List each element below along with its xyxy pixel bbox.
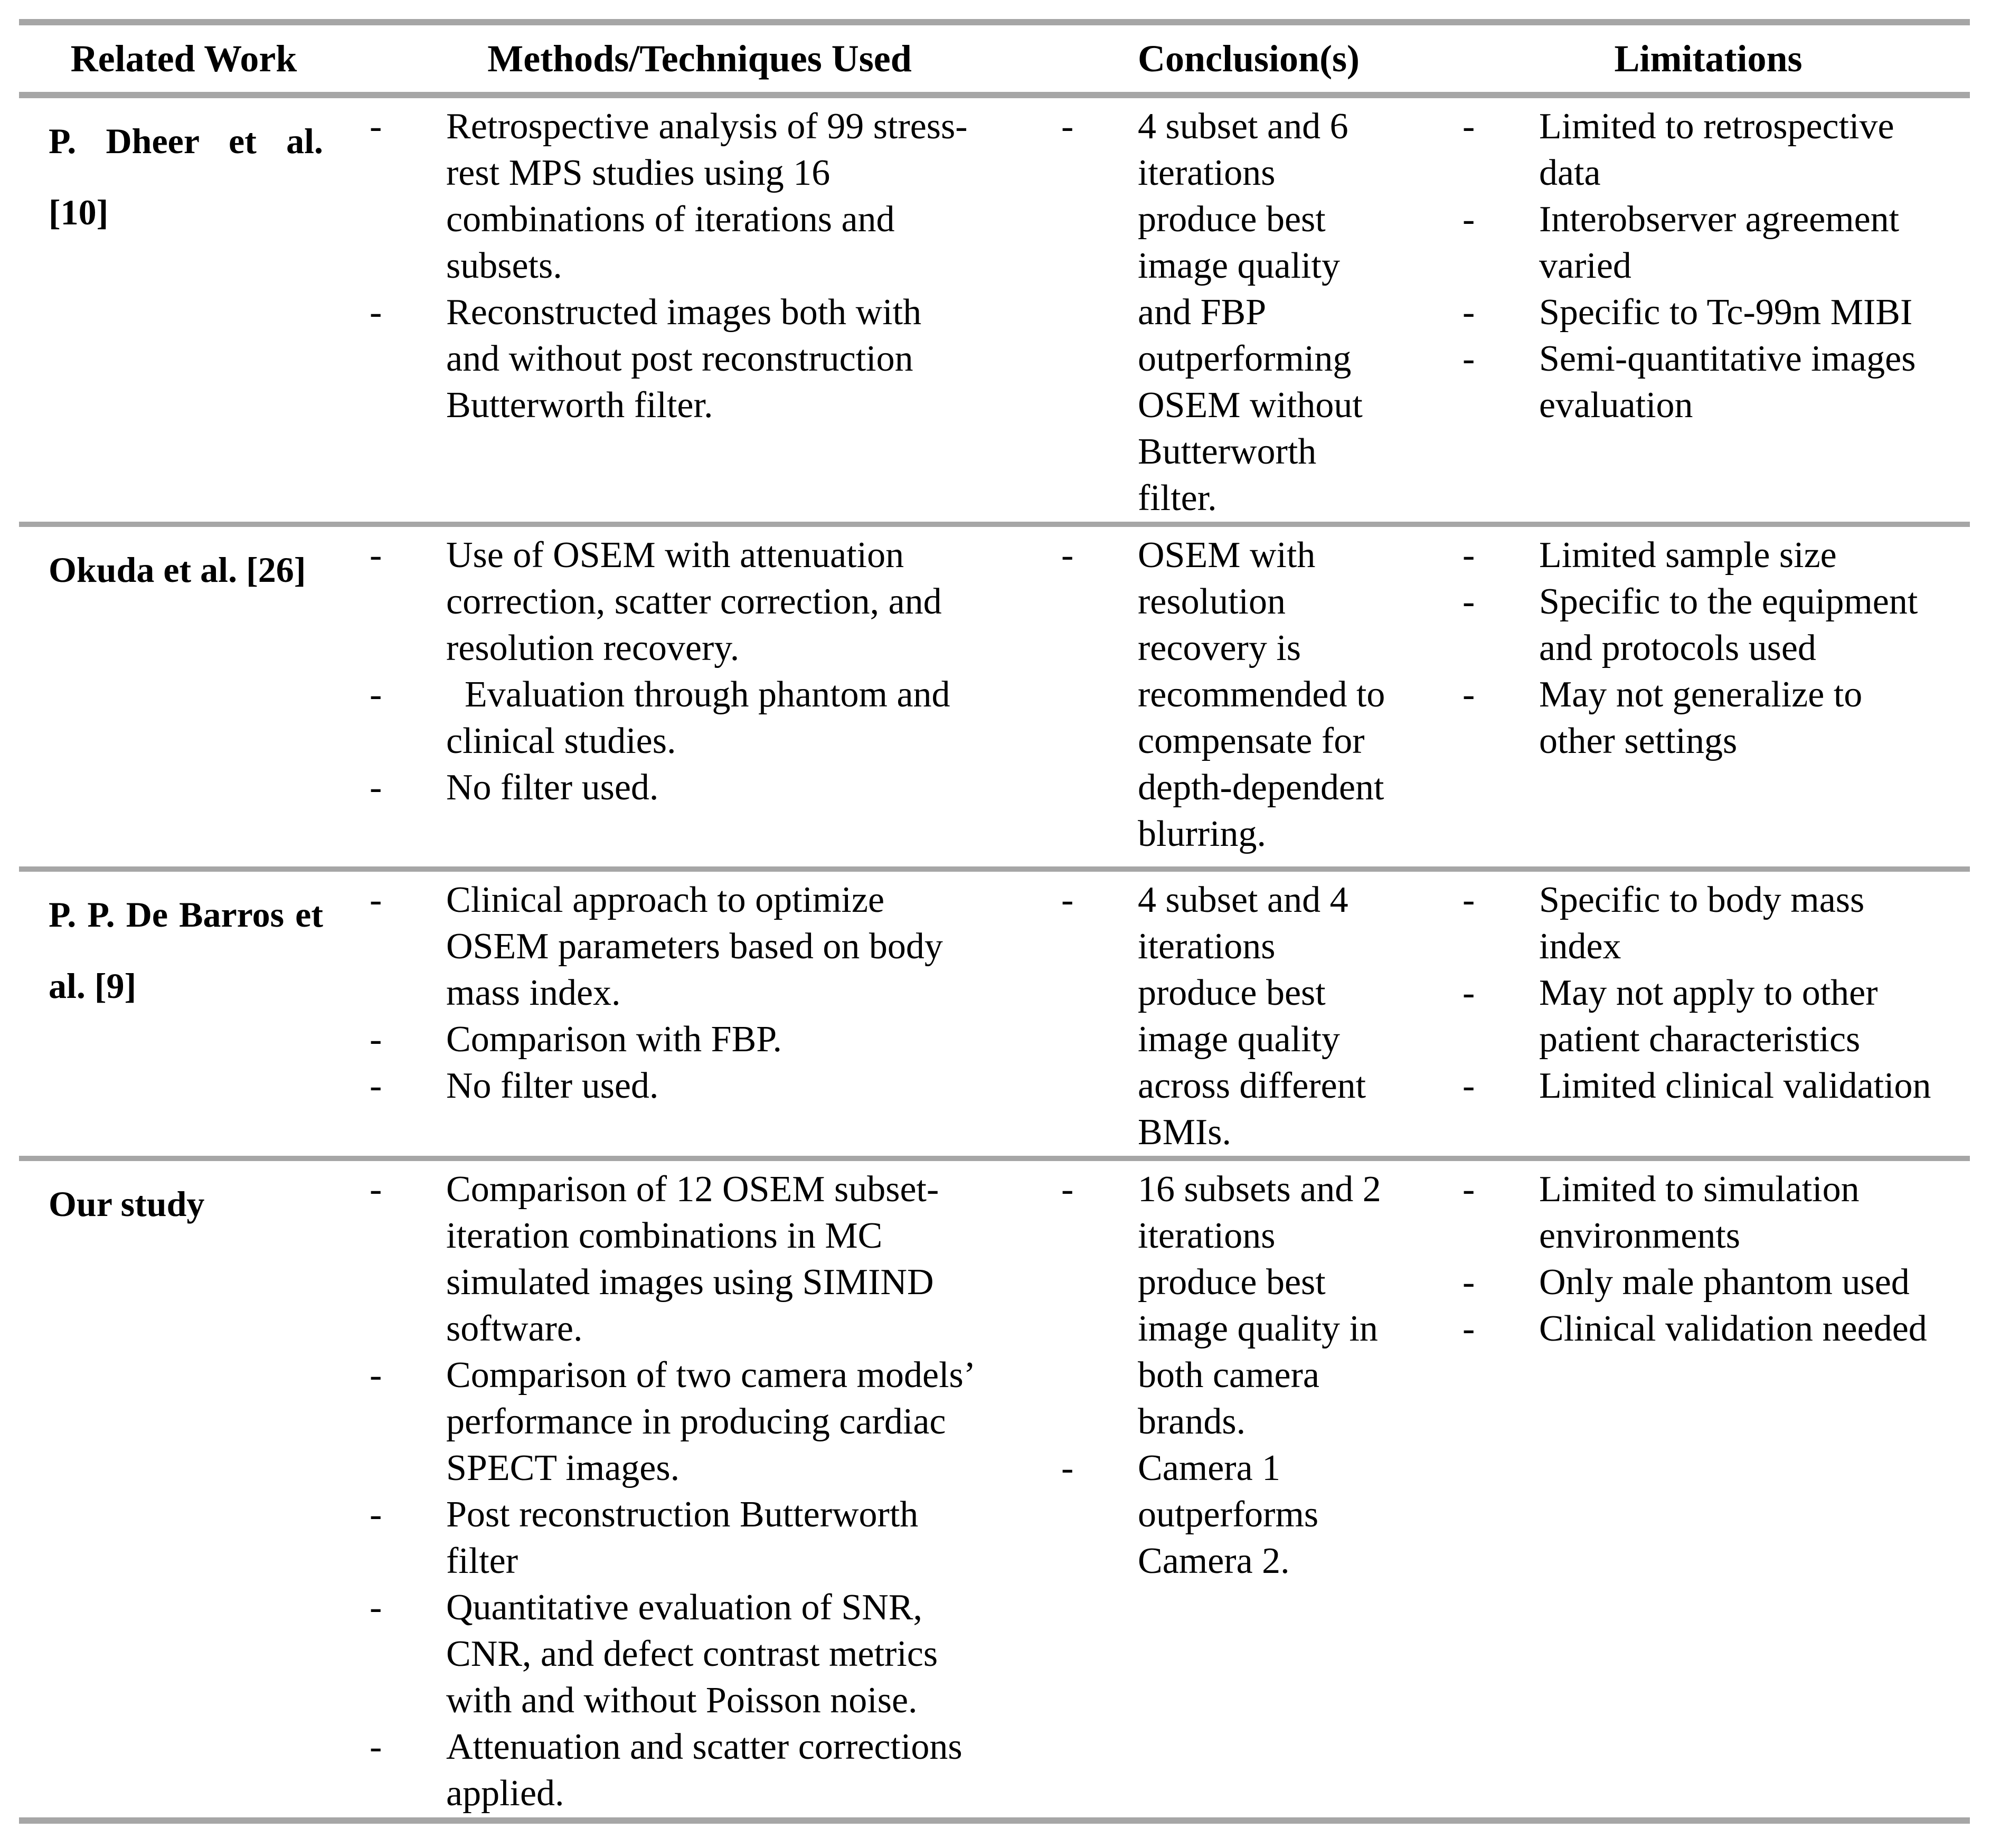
list-item — [370, 289, 1037, 429]
bullet-dash-icon: - — [1462, 1066, 1475, 1106]
bullet-text: Camera 1 outperforms Camera 2. — [1138, 1448, 1319, 1581]
bullet-text: 4 subset and 4 iterations produce best image quality across different BMIs. — [1138, 880, 1366, 1153]
bullet-text: Limited to retrospective data — [1539, 106, 1894, 193]
table-row — [19, 1158, 1970, 1821]
related-work-cell — [19, 869, 348, 1158]
bullet-dash-icon: - — [1462, 1169, 1475, 1210]
limitations-cell — [1447, 1158, 1970, 1821]
bullet-text: May not apply to other patient characteristics — [1539, 973, 1878, 1060]
bullet-text: Comparison of 12 OSEM subset-iteration combinations in MC simulated images using SIMIND software. — [446, 1169, 939, 1349]
bullet-text: Post reconstruction Butterworth filter — [446, 1494, 919, 1581]
list-item — [1061, 1445, 1441, 1585]
col-header-related-work: Related Work — [19, 22, 348, 95]
bullet-dash-icon: - — [370, 1019, 382, 1060]
limitations-list — [1462, 877, 1965, 1109]
bullet-text: Reconstructed images both with and without post reconstruction Butterworth filter. — [446, 292, 922, 426]
methods-list — [370, 532, 1037, 811]
list-item — [1462, 1063, 1965, 1109]
methods-list — [370, 877, 1037, 1109]
limitations-list — [1462, 103, 1965, 429]
bullet-dash-icon: - — [370, 1169, 382, 1210]
bullet-dash-icon: - — [370, 292, 382, 333]
bullet-text: Comparison with FBP. — [446, 1019, 782, 1060]
list-item — [370, 877, 1037, 1016]
bullet-text: 4 subset and 6 iterations produce best image quality and FBP outperforming OSEM without Butterworth filter. — [1138, 106, 1363, 518]
table-row — [19, 95, 1970, 524]
bullet-dash-icon: - — [1462, 581, 1475, 622]
list-item — [370, 1585, 1037, 1724]
list-item — [370, 1063, 1037, 1109]
methods-cell — [348, 95, 1051, 524]
bullet-text: Specific to Tc-99m MIBI — [1539, 292, 1913, 333]
bullet-text: Quantitative evaluation of SNR, CNR, and defect contrast metrics with and without Poisson noise. — [446, 1587, 938, 1721]
conclusions-cell — [1051, 95, 1447, 524]
list-item — [1462, 103, 1965, 196]
bullet-dash-icon: - — [1462, 1262, 1475, 1303]
list-item — [370, 1724, 1037, 1817]
conclusions-list — [1061, 877, 1441, 1156]
bullet-text: Specific to the equipment and protocols used — [1539, 581, 1918, 668]
related-work-label: P. P. De Barros et al. [9] — [49, 894, 323, 1006]
bullet-text: Retrospective analysis of 99 stress-rest MPS studies using 16 combinations of iterations and subsets. — [446, 106, 968, 286]
header-row — [19, 22, 1970, 95]
bullet-text: Clinical approach to optimize OSEM parameters based on body mass index. — [446, 880, 943, 1013]
bullet-dash-icon: - — [1061, 1169, 1074, 1210]
bullet-dash-icon: - — [370, 767, 382, 808]
list-item — [1061, 103, 1441, 522]
bullet-dash-icon: - — [1462, 674, 1475, 715]
conclusions-list — [1061, 532, 1441, 857]
bullet-dash-icon: - — [370, 1494, 382, 1535]
list-item — [370, 103, 1037, 289]
list-item — [370, 532, 1037, 672]
bullet-text: 16 subsets and 2 iterations produce best image quality in both camera brands. — [1138, 1169, 1381, 1442]
bullet-dash-icon: - — [370, 1066, 382, 1106]
conclusions-cell — [1051, 524, 1447, 869]
methods-cell — [348, 524, 1051, 869]
list-item — [370, 765, 1037, 811]
related-work-cell — [19, 95, 348, 524]
related-work-label: P. Dheer et al. [10] — [49, 121, 323, 232]
bullet-text: Clinical validation needed — [1539, 1308, 1927, 1349]
bullet-dash-icon: - — [1462, 1308, 1475, 1349]
table-header — [19, 22, 1970, 95]
related-work-cell — [19, 1158, 348, 1821]
related-work-label: Okuda et al. [26] — [49, 550, 306, 590]
bullet-dash-icon: - — [370, 674, 382, 715]
bullet-dash-icon: - — [1061, 535, 1074, 576]
methods-cell — [348, 1158, 1051, 1821]
bullet-text: Only male phantom used — [1539, 1262, 1910, 1303]
bullet-text: Attenuation and scatter corrections applied. — [446, 1727, 963, 1814]
limitations-list — [1462, 1166, 1965, 1352]
bullet-text: Interobserver agreement varied — [1539, 199, 1900, 286]
bullet-text: Limited sample size — [1539, 535, 1837, 576]
list-item — [370, 1352, 1037, 1492]
bullet-text: No filter used. — [446, 1066, 659, 1106]
bullet-text: No filter used. — [446, 767, 659, 808]
table-row — [19, 869, 1970, 1158]
list-item — [1061, 877, 1441, 1156]
bullet-dash-icon: - — [1462, 973, 1475, 1013]
bullet-text: OSEM with resolution recovery is recommended to compensate for depth-dependent blurring. — [1138, 535, 1385, 854]
bullet-dash-icon: - — [1462, 199, 1475, 240]
bullet-dash-icon: - — [1462, 106, 1475, 147]
conclusions-cell — [1051, 1158, 1447, 1821]
bullet-dash-icon: - — [1061, 880, 1074, 920]
bullet-dash-icon: - — [370, 1587, 382, 1628]
list-item — [1462, 196, 1965, 289]
bullet-dash-icon: - — [370, 1355, 382, 1396]
list-item — [1462, 970, 1965, 1063]
list-item — [1462, 877, 1965, 970]
methods-list — [370, 103, 1037, 429]
bullet-dash-icon: - — [1462, 338, 1475, 379]
list-item — [370, 1492, 1037, 1585]
related-work-comparison-table — [19, 19, 1970, 1824]
bullet-text: Specific to body mass index — [1539, 880, 1865, 967]
bullet-dash-icon: - — [370, 880, 382, 920]
bullet-dash-icon: - — [370, 106, 382, 147]
table-body — [19, 95, 1970, 1821]
col-header-limitations: Limitations — [1447, 22, 1970, 95]
limitations-list — [1462, 532, 1965, 765]
bullet-text: Comparison of two camera models’ performance in producing cardiac SPECT images. — [446, 1355, 973, 1488]
list-item — [1462, 1259, 1965, 1306]
related-work-cell — [19, 524, 348, 869]
bullet-dash-icon: - — [1462, 292, 1475, 333]
list-item — [1462, 336, 1965, 429]
list-item — [1061, 1166, 1441, 1445]
bullet-text: Evaluation through phantom and clinical studies. — [446, 674, 950, 761]
bullet-dash-icon: - — [370, 1727, 382, 1767]
methods-cell — [348, 869, 1051, 1158]
col-header-conclusions: Conclusion(s) — [1051, 22, 1447, 95]
related-work-label: Our study — [49, 1184, 205, 1224]
bullet-text: May not generalize to other settings — [1539, 674, 1863, 761]
bullet-text: Limited to simulation environments — [1539, 1169, 1860, 1256]
limitations-cell — [1447, 869, 1970, 1158]
col-header-methods: Methods/Techniques Used — [348, 22, 1051, 95]
list-item — [1462, 532, 1965, 579]
limitations-cell — [1447, 524, 1970, 869]
bullet-text: Limited clinical validation — [1539, 1066, 1931, 1106]
bullet-dash-icon: - — [1462, 535, 1475, 576]
list-item — [1462, 289, 1965, 336]
conclusions-list — [1061, 1166, 1441, 1585]
bullet-dash-icon: - — [1462, 880, 1475, 920]
list-item — [1462, 1166, 1965, 1259]
list-item — [1462, 1306, 1965, 1352]
list-item — [1462, 579, 1965, 672]
conclusions-list — [1061, 103, 1441, 522]
bullet-text: Use of OSEM with attenuation correction, scatter correction, and resolution recovery. — [446, 535, 942, 668]
bullet-dash-icon: - — [1061, 1448, 1074, 1488]
list-item — [1061, 532, 1441, 857]
table-row — [19, 524, 1970, 869]
list-item — [370, 672, 1037, 765]
list-item — [370, 1016, 1037, 1063]
conclusions-cell — [1051, 869, 1447, 1158]
bullet-text: Semi-quantitative images evaluation — [1539, 338, 1916, 426]
bullet-dash-icon: - — [370, 535, 382, 576]
methods-list — [370, 1166, 1037, 1817]
list-item — [370, 1166, 1037, 1352]
list-item — [1462, 672, 1965, 765]
limitations-cell — [1447, 95, 1970, 524]
bullet-dash-icon: - — [1061, 106, 1074, 147]
